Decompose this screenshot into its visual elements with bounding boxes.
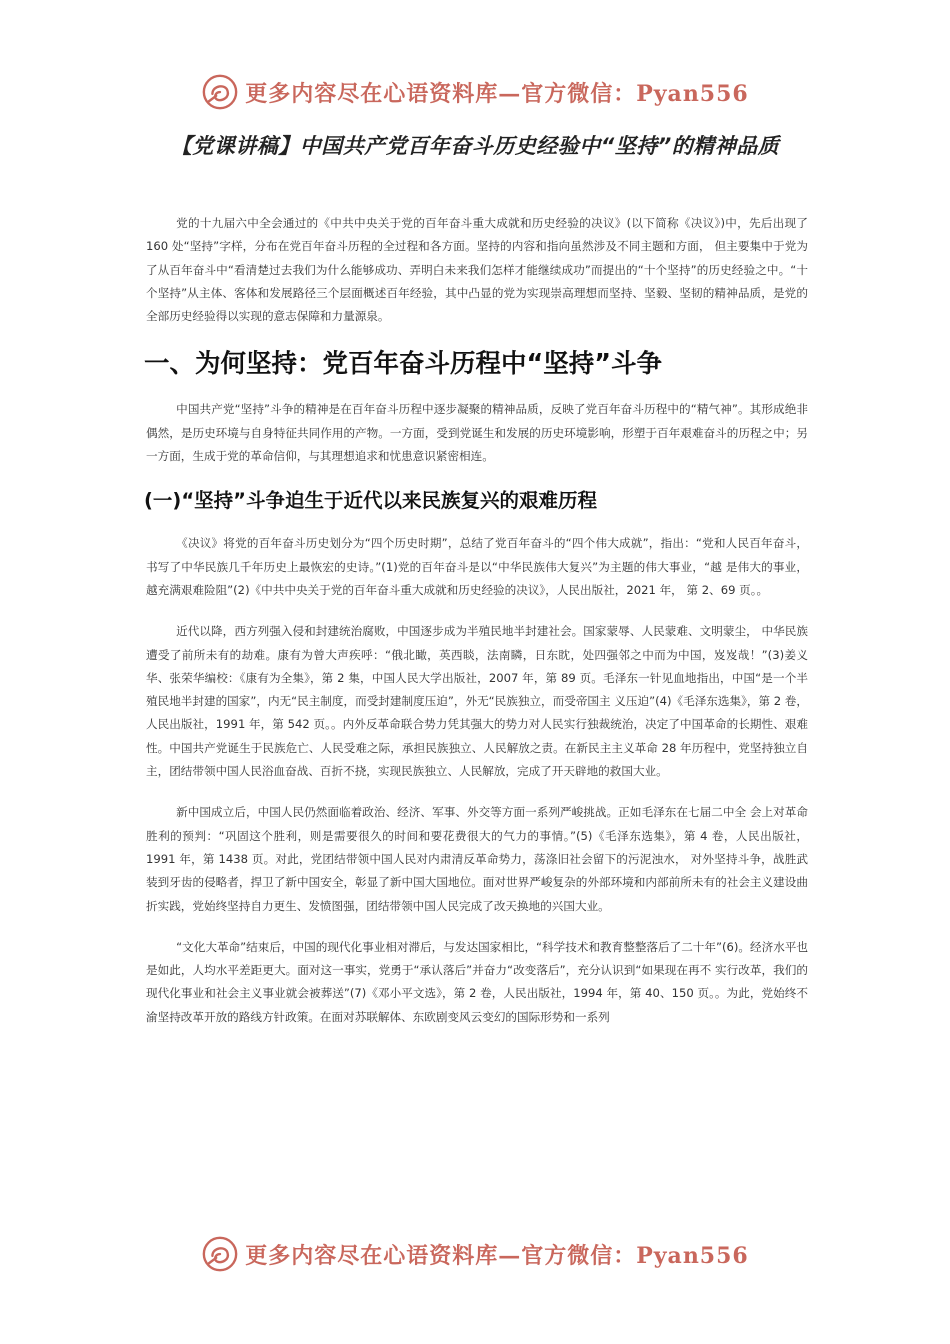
subsection-1-paragraph-1: 《决议》将党的百年奋斗历史划分为“四个历史时期”，总结了党百年奋斗的“四个伟大成就”，指出：“党和人民百年奋斗，书写了中华民族几千年历史上最恢宏的史诗。”(1)党的百年奋斗是以“中华民族伟大复兴”为主题的伟大事业，“越 是伟大的事业，越充满艰难险阻”(2)《中共中央关于党的百年奋斗重大成就和历史经验的决议》，人民出版社，2021 年， 第 2、69 页。。 bbox=[146, 536, 808, 597]
subsection-1-heading: (一)“坚持”斗争迫生于近代以来民族复兴的艰难历程 bbox=[144, 489, 597, 513]
document-body bbox=[146, 212, 808, 1047]
section-1-paragraph: 中国共产党“坚持”斗争的精神是在百年奋斗历程中逐步凝聚的精神品质，反映了党百年奋斗历程中的“精气神”。其形成绝非偶然，是历史环境与自身特征共同作用的产物。一方面，受到党诞生和发展的历史环境影响，形塑于百年艰难奋斗的历程之中；另一方面，生成于党的革命信仰，与其理想追求和忧患意识紧密相连。 bbox=[146, 402, 808, 464]
footer-banner bbox=[0, 1232, 950, 1276]
section-1-heading: 一、为何坚持：党百年奋斗历程中“坚持”斗争 bbox=[144, 349, 663, 380]
subsection-1-paragraph-2: 近代以降，西方列强入侵和封建统治腐败，中国逐步成为半殖民地半封建社会。国家蒙辱、人民蒙难、文明蒙尘， 中华民族遭受了前所未有的劫难。康有为曾大声疾呼：“俄北瞰，英西睒，法南瞵，日东眈，处四强邻之中而为中国，岌岌哉！”(3)姜义华、张荣华编校：《康有为全集》，第 2 集，中国人民大学出版社，2007 年，第 89 页。毛泽东一针见血地指出，中国“是一个半殖民地半封建的国家”，内无“民主制度，而受封建制度压迫”，外无“民族独立，而受帝国主 义压迫”(4)《毛泽东选集》，第 2 卷，人民出版社，1991 年，第 542 页。。内外反革命联合势力凭其强大的势力对人民实行独裁统治，决定了中国革命的长期性、艰难性。中国共产党诞生于民族危亡、人民受难之际，承担民族独立、人民解放之责。在新民主主义革命 28 年历程中，党坚持独立自主，团结带领中国人民浴血奋战、百折不挠，实现民族独立、人民解放，完成了开天辟地的救国大业。 bbox=[146, 624, 808, 779]
header-banner bbox=[0, 70, 950, 114]
subsection-1-paragraph-3: 新中国成立后，中国人民仍然面临着政治、经济、军事、外交等方面一系列严峻挑战。正如毛泽东在七届二中全 会上对革命胜利的预判：“巩固这个胜利，则是需要很久的时间和要花费很大的气力的事情。”(5)《毛泽东选集》，第 4 卷，人民出版社，1991 年，第 1438 页。对此，党团结带领中国人民对内肃清反革命势力，荡涤旧社会留下的污泥浊水， 对外坚持斗争，战胜武装到牙齿的侵略者，捍卫了新中国安全，彰显了新中国大国地位。面对世界严峻复杂的外部环境和内部前所未有的社会主义建设曲折实践，党始终坚持自力更生、发愤图强，团结带领中国人民完成了改天换地的兴国大业。 bbox=[146, 805, 808, 913]
brain-logo-icon bbox=[201, 1235, 239, 1273]
brain-logo-icon bbox=[201, 73, 239, 111]
intro-paragraph: 党的十九届六中全会通过的《中共中央关于党的百年奋斗重大成就和历史经验的决议》(以下简称《决议》)中，先后出现了 160 处“坚持”字样，分布在党百年奋斗历程的全过程和各方面。坚持的内容和指向虽然涉及不同主题和方面， 但主要集中于党为了从百年奋斗中“看清楚过去我们为什么能够成功、弄明白未来我们怎样才能继续成功”而提出的“十个坚持”的历史经验之中。“十个坚持”从主体、客体和发展路径三个层面概述百年经验，其中凸显的党为实现崇高理想而坚持、坚毅、坚韧的精神品质，是党的全部历史经验得以实现的意志保障和力量源泉。 bbox=[146, 216, 808, 324]
document-title: 【党课讲稿】中国共产党百年奋斗历史经验中“坚持”的精神品质 bbox=[170, 134, 780, 158]
header-banner-text: 更多内容尽在心语资料库—官方微信：Pyan556 bbox=[245, 80, 749, 107]
footer-banner-text: 更多内容尽在心语资料库—官方微信：Pyan556 bbox=[245, 1242, 749, 1269]
subsection-1-paragraph-4: “文化大革命”结束后，中国的现代化事业相对滞后，与发达国家相比，“科学技术和教育整整落后了二十年”(6)。经济水平也是如此，人均水平差距更大。面对这一事实，党勇于“承认落后”并奋力“改变落后”，充分认识到“如果现在再不 实行改革，我们的现代化事业和社会主义事业就会被葬送”(7)《邓小平文选》，第 2 卷，人民出版社，1994 年，第 40、150 页。。为此，党始终不渝坚持改革开放的路线方针政策。在面对苏联解体、东欧剧变风云变幻的国际形势和一系列 bbox=[146, 939, 808, 1024]
